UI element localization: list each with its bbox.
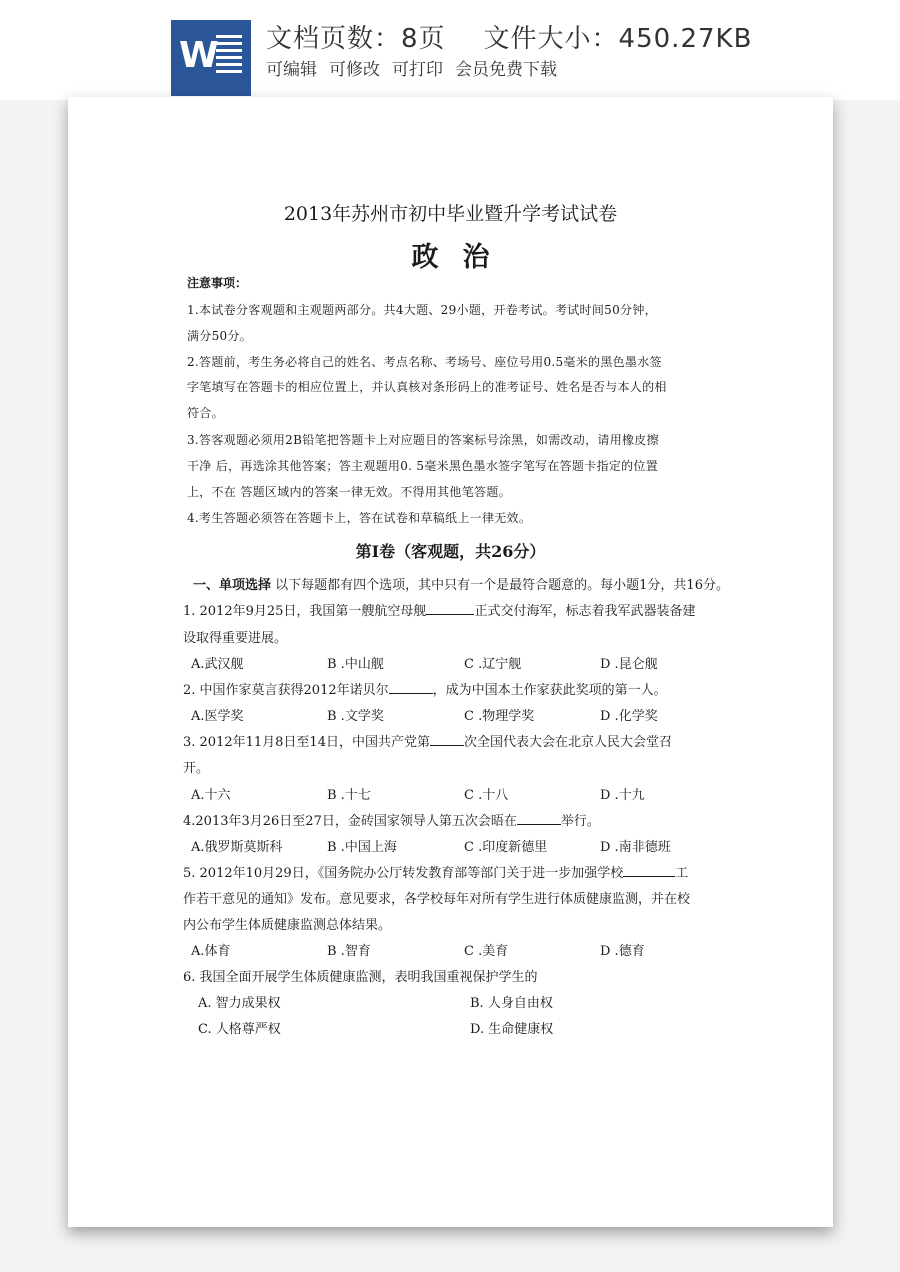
question-4: 4.2013年3月26日至27日，金砖国家领导人第五次会晤在 举行。 — [183, 814, 600, 829]
option: D .德育 — [600, 944, 645, 959]
option: C. 人格尊严权 — [198, 1022, 281, 1037]
answer-blank — [389, 681, 433, 694]
notice-line: 4.考生答题必须答在答题卡上，答在试卷和草稿纸上一律无效。 — [187, 511, 532, 525]
option: B .中山舰 — [327, 657, 384, 672]
feature-list — [266, 55, 569, 80]
option: D .化学奖 — [600, 709, 658, 724]
option: C .十八 — [464, 788, 509, 803]
option: B .中国上海 — [327, 840, 397, 855]
feature-free-download: 会员免费下载 — [455, 60, 557, 80]
exam-title: 2013年苏州市初中毕业暨升学考试试卷 — [283, 203, 618, 225]
notice-line: 干净 后，再选涂其他答案；答主观题用0. 5毫米黑色墨水签字笔写在答题卡指定的位置 — [187, 459, 659, 473]
feature-modifiable: 可修改 — [329, 60, 380, 80]
section-label: 一、单项选择 — [193, 578, 272, 593]
notice-line: 字笔填写在答题卡的相应位置上，并认真核对条形码上的准考证号、姓名是否与本人的相 — [187, 380, 667, 394]
option: C .美育 — [464, 944, 509, 959]
header-banner — [0, 0, 900, 100]
word-document-icon: W — [171, 20, 251, 96]
option: B. 人身自由权 — [470, 996, 553, 1011]
question-1-cont: 设取得重要进展。 — [183, 631, 288, 646]
question-5-cont: 作若干意见的通知》发布。意见要求，各学校每年对所有学生进行体质健康监测，并在校 — [183, 892, 691, 907]
option: D .南非德班 — [600, 840, 671, 855]
notice-line: 3.答客观题必须用2B铅笔把答题卡上对应题目的答案标号涂黑，如需改动，请用橡皮擦 — [187, 433, 659, 447]
notice-heading: 注意事项： — [187, 276, 248, 290]
file-size: 文件大小：450.27KB — [483, 24, 753, 54]
feature-editable: 可编辑 — [266, 60, 317, 80]
notice-line: 上，不在 答题区域内的答案一律无效。不得用其他笔答题。 — [187, 485, 511, 499]
option: D. 生命健康权 — [470, 1022, 554, 1037]
question-3: 3. 2012年11月8日至14日，中国共产党第 次全国代表大会在北京人民大会堂召 — [183, 735, 672, 750]
answer-blank — [517, 812, 561, 825]
notice-line: 满分50分。 — [187, 329, 253, 343]
notice-line: 2.答题前，考生务必将自己的姓名、考点名称、考场号、座位号用0.5毫米的黑色墨水签 — [187, 355, 662, 369]
option: B .智育 — [327, 944, 371, 959]
question-5-cont: 内公布学生体质健康监测总体结果。 — [183, 918, 392, 933]
answer-blank — [430, 733, 464, 746]
option: D .昆仑舰 — [600, 657, 658, 672]
option: A.体育 — [191, 944, 231, 959]
option: A.十六 — [191, 788, 231, 803]
option: B .十七 — [327, 788, 371, 803]
page-count: 文档页数：8页 — [266, 24, 446, 54]
feature-printable: 可打印 — [392, 60, 443, 80]
subject-title: 政治 — [411, 242, 514, 273]
section-instruction-text: 以下每题都有四个选项，其中只有一个是最符合题意的。每小题1分，共16分。 — [275, 578, 729, 593]
file-info — [266, 18, 752, 55]
option: A.武汉舰 — [191, 657, 244, 672]
notice-line: 1.本试卷分客观题和主观题两部分。共4大题、29小题，开卷考试。考试时间50分钟， — [187, 303, 657, 317]
option: C .印度新德里 — [464, 840, 548, 855]
section-title: 第Ⅰ卷（客观题，共26分） — [355, 542, 546, 561]
question-6: 6. 我国全面开展学生体质健康监测，表明我国重视保护学生的 — [183, 970, 538, 985]
question-5: 5. 2012年10月29日，《国务院办公厅转发教育部等部门关于进一步加强学校 工 — [183, 866, 689, 881]
option: A.俄罗斯莫斯科 — [191, 840, 283, 855]
question-1: 1. 2012年9月25日，我国第一艘航空母舰 正式交付海军，标志着我军武器装备建 — [183, 604, 696, 619]
document-page — [68, 97, 833, 1227]
option: A. 智力成果权 — [198, 996, 281, 1011]
question-2: 2. 中国作家莫言获得2012年诺贝尔 ，成为中国本土作家获此奖项的第一人。 — [183, 683, 667, 698]
section-instructions — [193, 574, 729, 593]
notice-line: 符合。 — [187, 406, 224, 420]
option: C .辽宁舰 — [464, 657, 522, 672]
question-3-cont: 开。 — [183, 761, 210, 776]
option: B .文学奖 — [327, 709, 384, 724]
answer-blank — [426, 602, 474, 615]
option: A.医学奖 — [191, 709, 244, 724]
answer-blank — [623, 864, 675, 877]
option: C .物理学奖 — [464, 709, 535, 724]
option: D .十九 — [600, 788, 645, 803]
